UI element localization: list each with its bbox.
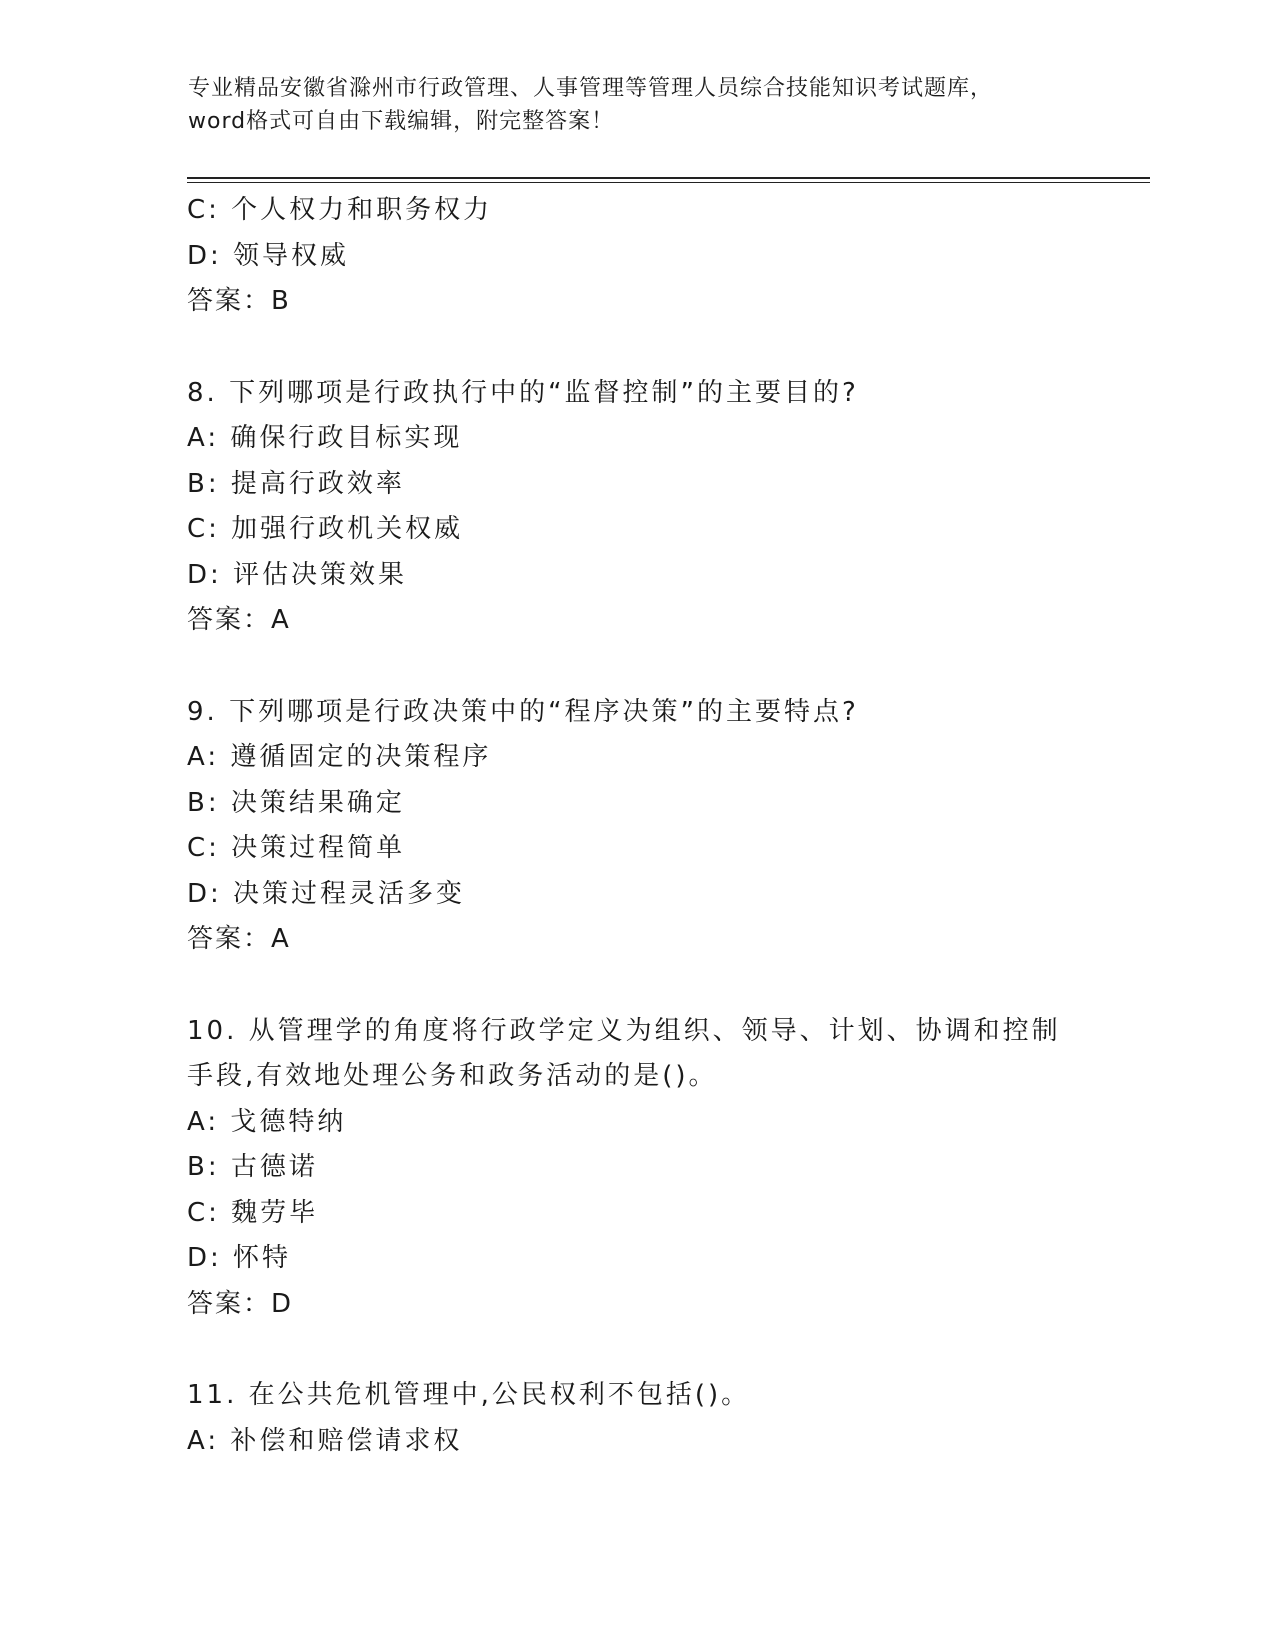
question-7-continuation: [187, 188, 1087, 325]
option-a: A: 戈德特纳: [187, 1106, 347, 1137]
question-9: [187, 690, 1087, 963]
question-10: [187, 1009, 1087, 1328]
option-b: B: 决策结果确定: [187, 787, 405, 818]
option-b: B: 古德诺: [187, 1152, 318, 1182]
answer: 答案：A: [187, 924, 291, 954]
document-header: [188, 72, 1068, 138]
header-divider-thin: [187, 182, 1150, 183]
question-text-line-2: 手段,有效地处理公务和政务活动的是()。: [187, 1061, 718, 1091]
question-text-line-1: 10. 从管理学的角度将行政学定义为组织、领导、计划、协调和控制: [187, 1015, 1061, 1046]
question-text: 11. 在公共危机管理中,公民权利不包括()。: [187, 1380, 751, 1410]
option-d: D: 评估决策效果: [187, 559, 408, 590]
answer: 答案：A: [187, 605, 291, 635]
option-c: C: 决策过程简单: [187, 833, 406, 863]
option-a: A: 遵循固定的决策程序: [187, 742, 492, 772]
option-c: C: 加强行政机关权威: [187, 514, 464, 544]
header-line-2: word格式可自由下载编辑，附完整答案！: [188, 109, 615, 134]
answer: 答案：D: [187, 1288, 294, 1319]
option-a: A: 确保行政目标实现: [187, 423, 463, 453]
option-a: A: 补偿和赔偿请求权: [187, 1425, 463, 1456]
header-divider: [187, 177, 1150, 179]
option-d: D: 怀特: [187, 1243, 292, 1273]
option-b: B: 提高行政效率: [187, 468, 405, 499]
option-c: C: 个人权力和职务权力: [187, 195, 493, 225]
answer: 答案：B: [187, 286, 291, 316]
question-list: [187, 188, 1087, 1464]
option-d: D: 领导权威: [187, 240, 350, 271]
option-c: C: 魏劳毕: [187, 1197, 319, 1228]
question-11: [187, 1373, 1087, 1464]
header-line-1: 专业精品安徽省滁州市行政管理、人事管理等管理人员综合技能知识考试题库，: [188, 76, 994, 101]
question-text: 9. 下列哪项是行政决策中的“程序决策”的主要特点?: [187, 696, 859, 727]
question-text: 8. 下列哪项是行政执行中的“监督控制”的主要目的?: [187, 377, 859, 408]
option-d: D: 决策过程灵活多变: [187, 878, 466, 909]
question-8: [187, 371, 1087, 644]
